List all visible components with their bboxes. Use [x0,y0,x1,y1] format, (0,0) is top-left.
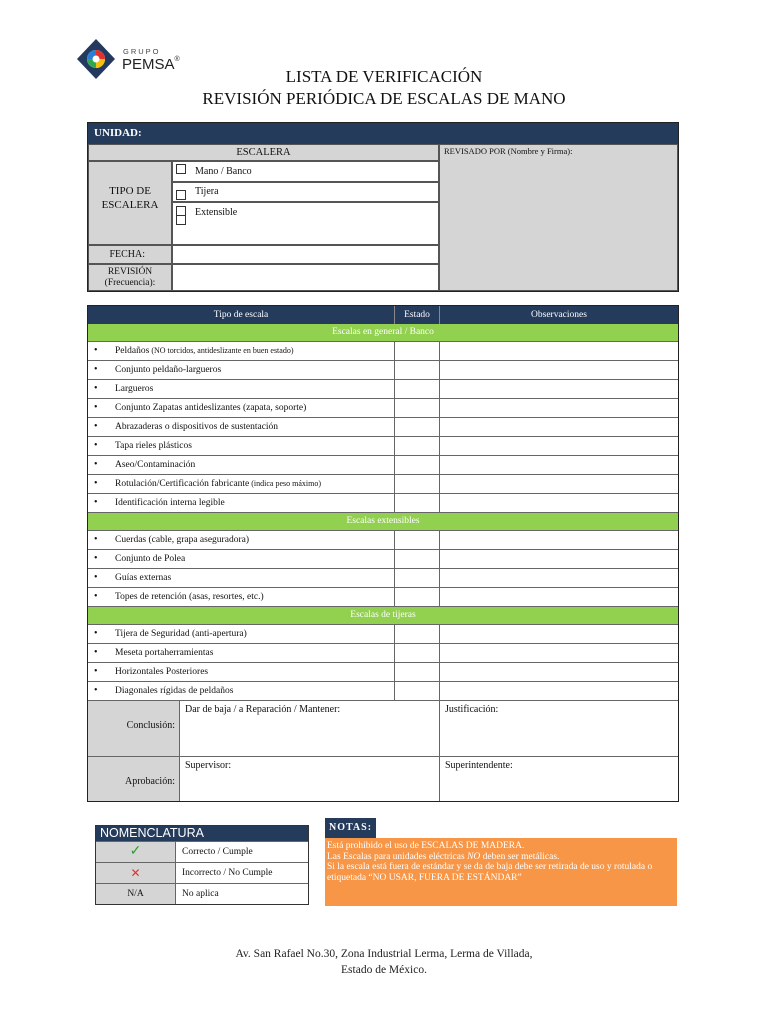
section-header: Escalas en general / Banco [88,324,678,342]
estado-cell[interactable] [395,550,440,568]
checklist-item: • Conjunto de Polea [88,550,395,568]
checklist-row [88,569,678,588]
checklist-item: • Abrazaderas o dispositivos de sustentación [88,418,395,436]
checklist-row [88,682,678,701]
conclusion-label: Conclusión: [88,701,180,756]
nomenclatura-row: ✓ Correcto / Cumple [96,841,308,862]
observaciones-cell[interactable] [440,531,678,549]
nomenclatura-title: NOMENCLATURA [96,826,308,841]
observaciones-cell[interactable] [440,625,678,643]
page-subtitle: REVISIÓN PERIÓDICA DE ESCALAS DE MANO [202,89,566,108]
checklist-row [88,644,678,663]
observaciones-cell[interactable] [440,682,678,700]
col-estado-header: Estado [395,306,440,324]
checklist-item: • Guías externas [88,569,395,587]
checklist-item: • Conjunto Zapatas antideslizantes (zapata, soporte) [88,399,395,417]
tipo-option-tijera[interactable]: Tijera [172,182,439,202]
checklist-item: • Tapa rieles plásticos [88,437,395,455]
address-line-1: Av. San Rafael No.30, Zona Industrial Lerma, Lerma de Villada, [235,948,533,960]
tipo-option-extensible[interactable]: Extensible [172,202,439,245]
checklist-item: • Largueros [88,380,395,398]
tipo-escalera-label: TIPO DE ESCALERA [88,161,172,245]
justificacion-field[interactable]: Justificación: [445,704,499,715]
estado-cell[interactable] [395,456,440,474]
observaciones-cell[interactable] [440,418,678,436]
observaciones-cell[interactable] [440,342,678,360]
na-symbol: N/A [96,884,176,904]
notas-title: NOTAS: [325,818,376,838]
checklist-sections [88,324,678,701]
checklist-item: • Rotulación/Certificación fabricante (indica peso máximo) [88,475,395,493]
checklist-item: • Peldaños (NO torcidos, antideslizante en buen estado) [88,342,395,360]
checklist-item: • Topes de retención (asas, resortes, etc.) [88,588,395,606]
nomenclatura-table [95,825,309,905]
checklist-item: • Diagonales rígidas de peldaños [88,682,395,700]
estado-cell[interactable] [395,342,440,360]
checklist-item: • Identificación interna legible [88,494,395,512]
aprobacion-label: Aprobación: [88,757,180,801]
notas-box [325,838,677,906]
col-tipo-header: Tipo de escala [88,306,395,324]
aprobacion-row [88,757,678,801]
checklist-row [88,625,678,644]
nomenclatura-row: N/A No aplica [96,883,308,904]
nota-1: Está prohibido el uso de ESCALAS DE MADERA. [327,841,525,851]
revisado-field[interactable]: REVISADO POR (Nombre y Firma): [439,144,678,291]
section-header: Escalas de tijeras [88,607,678,625]
estado-cell[interactable] [395,682,440,700]
observaciones-cell[interactable] [440,437,678,455]
observaciones-cell[interactable] [440,456,678,474]
observaciones-cell[interactable] [440,644,678,662]
estado-cell[interactable] [395,569,440,587]
checklist-row [88,342,678,361]
checklist-row [88,494,678,513]
checklist-row [88,475,678,494]
estado-cell[interactable] [395,399,440,417]
checklist-row [88,531,678,550]
estado-cell[interactable] [395,361,440,379]
observaciones-cell[interactable] [440,663,678,681]
page-title: LISTA DE VERIFICACIÓN [285,67,483,86]
observaciones-cell[interactable] [440,399,678,417]
estado-cell[interactable] [395,380,440,398]
tipo-option-mano[interactable]: Mano / Banco [172,161,439,182]
cross-icon: ✕ [96,863,176,883]
estado-cell[interactable] [395,663,440,681]
address-line-2: Estado de México. [341,964,427,976]
nomenclatura-row: ✕ Incorrecto / No Cumple [96,862,308,883]
revision-field[interactable] [172,264,439,291]
conclusion-field[interactable]: Dar de baja / a Reparación / Mantener: [180,701,440,756]
unidad-label: UNIDAD: [88,123,678,144]
fecha-label: FECHA: [88,245,172,264]
revision-label: REVISIÓN (Frecuencia): [88,264,172,291]
checklist-header [88,306,678,324]
superintendente-field[interactable]: Superintendente: [445,760,513,771]
check-icon: ✓ [96,842,176,862]
estado-cell[interactable] [395,644,440,662]
supervisor-field[interactable]: Supervisor: [180,757,440,801]
checklist-row [88,663,678,682]
estado-cell[interactable] [395,418,440,436]
observaciones-cell[interactable] [440,361,678,379]
observaciones-cell[interactable] [440,550,678,568]
checkbox-mano[interactable] [176,164,186,174]
checklist-row [88,399,678,418]
col-obs-header: Observaciones [531,310,587,320]
nota-2: Las Escalas para unidades eléctricas NO deben ser metálicas. [327,851,560,862]
observaciones-cell[interactable] [440,380,678,398]
nota-3: Si la escala está fuera de estándar y se da de baja debe ser retirada de uso y rotulada o etiquetada “NO USAR, FUERA DE ESTÁNDAR” [327,862,653,883]
checklist-item: • Conjunto peldaño-largueros [88,361,395,379]
checklist-row [88,550,678,569]
observaciones-cell[interactable] [440,475,678,493]
estado-cell[interactable] [395,475,440,493]
checkbox-tijera[interactable] [176,190,186,200]
checklist-item: • Tijera de Seguridad (anti-apertura) [88,625,395,643]
observaciones-cell[interactable] [440,569,678,587]
estado-cell[interactable] [395,437,440,455]
checkbox-extensible-2[interactable] [176,215,186,225]
checklist-row [88,437,678,456]
checklist-row [88,380,678,399]
estado-cell[interactable] [395,494,440,512]
conclusion-row [88,701,678,757]
fecha-field[interactable] [172,245,439,264]
checklist-item: • Meseta portaherramientas [88,644,395,662]
checklist-table [87,305,679,802]
checklist-row [88,418,678,437]
header-form [87,122,679,292]
checklist-row [88,456,678,475]
checklist-row [88,588,678,607]
escalera-label: ESCALERA [88,144,439,161]
estado-cell[interactable] [395,625,440,643]
observaciones-cell[interactable] [440,494,678,512]
brand-group: GRUPO [123,47,161,56]
checklist-item: • Cuerdas (cable, grapa aseguradora) [88,531,395,549]
section-header: Escalas extensibles [88,513,678,531]
brand-name: PEMSA® [122,56,180,73]
estado-cell[interactable] [395,531,440,549]
observaciones-cell[interactable] [440,588,678,606]
estado-cell[interactable] [395,588,440,606]
checklist-item: • Aseo/Contaminación [88,456,395,474]
checklist-row [88,361,678,380]
checklist-item: • Horizontales Posteriores [88,663,395,681]
